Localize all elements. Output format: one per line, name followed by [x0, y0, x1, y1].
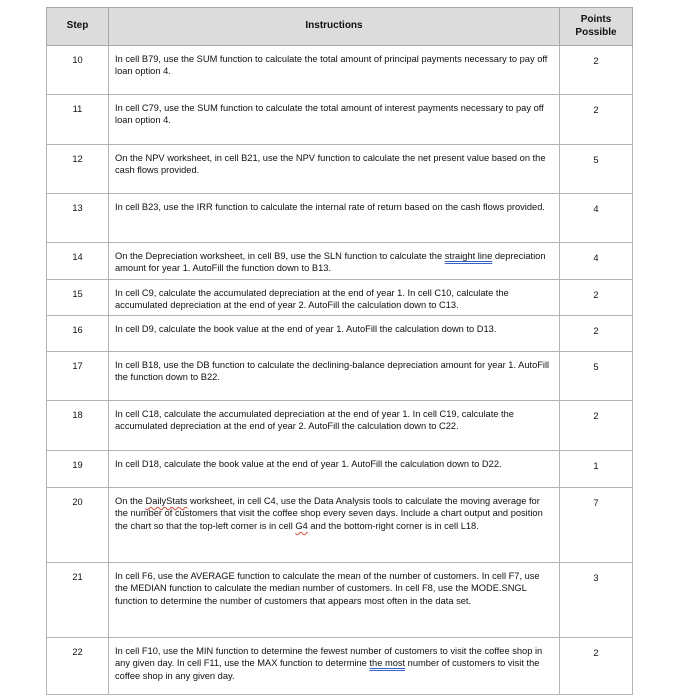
instruction-text: In cell B23, use the IRR function to calculate the internal rate of return based on the cash flows provided. [109, 194, 560, 243]
points-value: 4 [560, 243, 633, 280]
table-row [47, 243, 633, 280]
instruction-text: In cell B79, use the SUM function to calculate the total amount of principal payments necessary to pay off loan option 4. [109, 46, 560, 95]
points-value: 2 [560, 95, 633, 145]
points-value: 1 [560, 451, 633, 488]
points-value: 2 [560, 280, 633, 316]
table-row [47, 95, 633, 145]
table-row [47, 145, 633, 194]
instruction-text: On the NPV worksheet, in cell B21, use the NPV function to calculate the net present value based on the cash flows provided. [109, 145, 560, 194]
text-part: On the Depreciation worksheet, in cell B9, use the SLN function to calculate the [115, 251, 445, 261]
table-row [47, 352, 633, 401]
text-part: On the [115, 496, 146, 506]
instruction-text [109, 243, 560, 280]
points-value: 7 [560, 488, 633, 563]
step-number: 15 [47, 280, 109, 316]
grammar-flag: the most [369, 658, 406, 669]
instructions-table [46, 7, 633, 695]
text-part: worksheet, in cell C4, use the Data Analysis tools to calculate the moving average for the number of customers that visit the coffee shop every seven days. Include a chart output and position the chart so that the top-left corner is in cell [115, 496, 543, 531]
points-value: 2 [560, 401, 633, 451]
header-step: Step [47, 8, 109, 46]
table-row [47, 401, 633, 451]
text-part: In cell F10, use the MIN function to determine the fewest number of customers to visit the coffee shop in any given day. In cell F11, use the MAX function to determine [115, 646, 543, 669]
table-row [47, 46, 633, 95]
step-number: 19 [47, 451, 109, 488]
table-row [47, 316, 633, 352]
header-instructions: Instructions [109, 8, 560, 46]
instruction-text [109, 488, 560, 563]
header-row [47, 8, 633, 46]
grammar-flag: straight line [444, 251, 493, 261]
instruction-text: In cell C79, use the SUM function to calculate the total amount of interest payments necessary to pay off loan option 4. [109, 95, 560, 145]
step-number: 12 [47, 145, 109, 194]
table-row [47, 488, 633, 563]
spelling-flag: G4 [295, 520, 308, 531]
table-row [47, 451, 633, 488]
text-part: depreciation amount for year 1. AutoFill the function down to B13. [115, 251, 546, 274]
instruction-text: In cell F6, use the AVERAGE function to calculate the mean of the number of customers. In cell F7, use the MEDIAN function to calculate the median number of customers. In cell F8, use the MODE.SNGL function to determine the number of customers that appears most often in the data set. [109, 563, 560, 638]
table-row [47, 280, 633, 316]
instruction-text: In cell C18, calculate the accumulated depreciation at the end of year 1. In cell C19, calculate the accumulated depreciation at the end of year 2. AutoFill the calculation down to C22. [109, 401, 560, 451]
spelling-flag: DailyStats [145, 496, 188, 506]
instruction-text: In cell D9, calculate the book value at the end of year 1. AutoFill the calculation down to D13. [109, 316, 560, 352]
points-value: 3 [560, 563, 633, 638]
instruction-text: In cell B18, use the DB function to calculate the declining-balance depreciation amount for year 1. AutoFill the function down to B22. [109, 352, 560, 401]
points-value: 5 [560, 145, 633, 194]
table-row [47, 194, 633, 243]
table-row [47, 563, 633, 638]
step-number: 17 [47, 352, 109, 401]
step-number: 11 [47, 95, 109, 145]
instruction-text: In cell C9, calculate the accumulated depreciation at the end of year 1. In cell C10, calculate the accumulated depreciation at the end of year 2. AutoFill the calculation down to C13. [109, 280, 560, 316]
step-number: 20 [47, 488, 109, 563]
step-number: 21 [47, 563, 109, 638]
points-value: 4 [560, 194, 633, 243]
instruction-text [109, 638, 560, 695]
header-points: Points Possible [560, 8, 633, 46]
step-number: 16 [47, 316, 109, 352]
step-number: 18 [47, 401, 109, 451]
step-number: 14 [47, 243, 109, 280]
step-number: 22 [47, 638, 109, 695]
points-value: 2 [560, 46, 633, 95]
points-value: 2 [560, 316, 633, 352]
points-value: 5 [560, 352, 633, 401]
points-value: 2 [560, 638, 633, 695]
text-part: number of customers to visit the coffee shop in any given day. [115, 658, 540, 681]
table-row [47, 638, 633, 695]
text-part: and the bottom-right corner is in cell L18. [307, 520, 479, 531]
instruction-text: In cell D18, calculate the book value at the end of year 1. AutoFill the calculation down to D22. [109, 451, 560, 488]
step-number: 10 [47, 46, 109, 95]
step-number: 13 [47, 194, 109, 243]
